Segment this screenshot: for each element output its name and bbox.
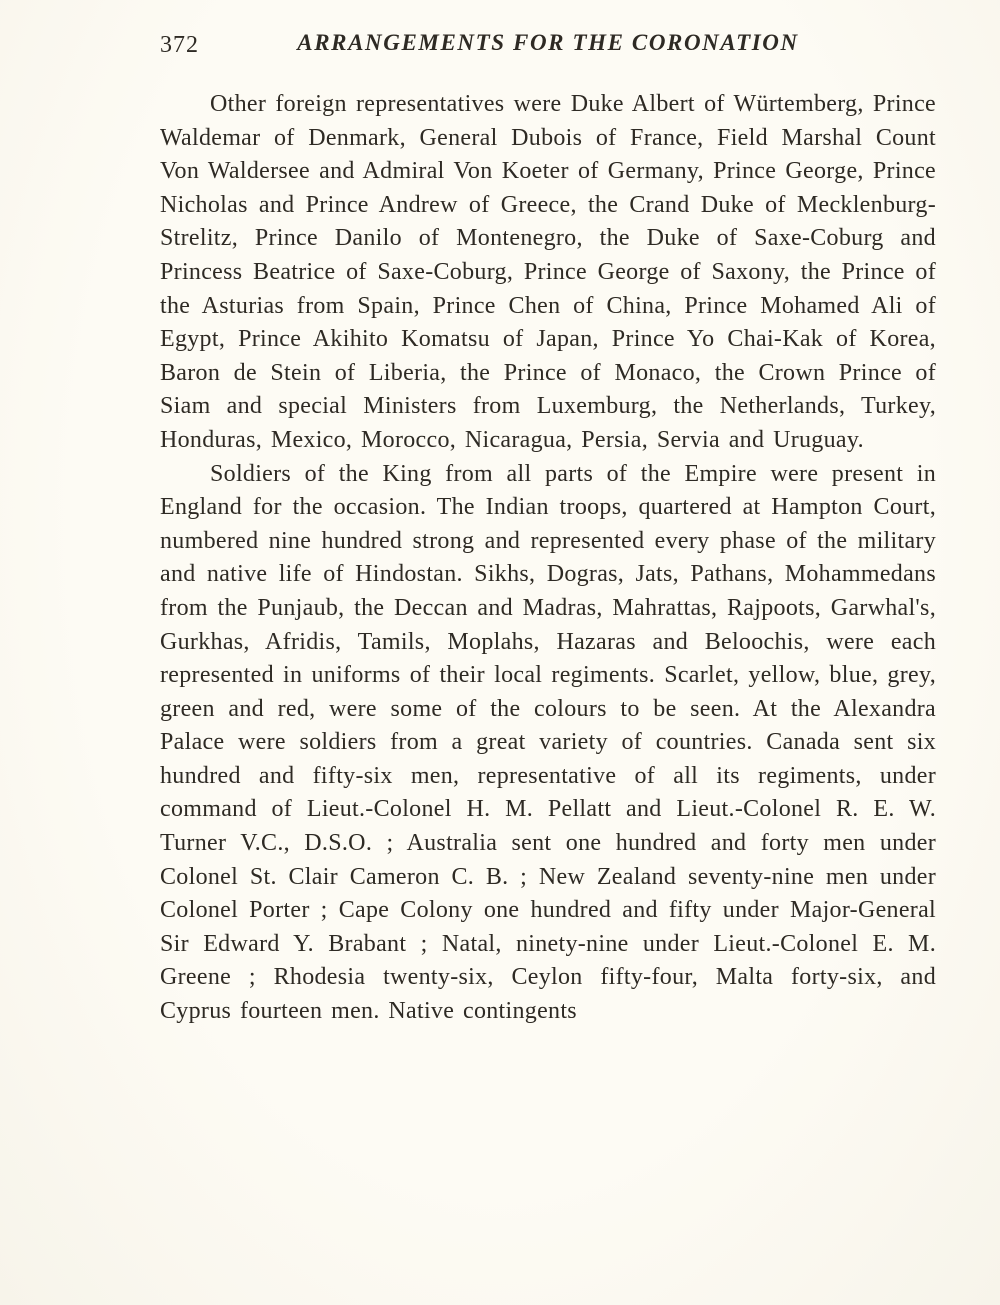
paragraph: Soldiers of the King from all parts of the Empire were present in England for the occasion. The Indian troops, quartered at Hampton Court, numbered nine hundred strong and represented every phase of the military and native life of Hindostan. Sikhs, Dogras, Jats, Pathans, Mohammedans from the Punjaub, the Deccan and Madras, Mahrattas, Rajpoots, Garwhal's, Gurkhas, Afridis, Tamils, Moplahs, Hazaras and Beloochis, were each represented in uniforms of their local regiments. Scarlet, yellow, blue, grey, green and red, were some of the colours to be seen. At the Alexandra Palace were soldiers from a great variety of countries. Canada sent six hundred and fifty-six men, representative of all its regiments, under command of Lieut.-Colonel H. M. Pellatt and Lieut.-Colonel R. E. W. Turner V.C., D.S.O. ; Australia sent one hundred and forty men under Colonel St. Clair Cameron C. B. ; New Zealand seventy-nine men under Colonel Porter ; Cape Colony one hundred and fifty under Major-General Sir Edward Y. Brabant ; Natal, ninety-nine under Lieut.-Colonel E. M. Greene ; Rhodesia twenty-six, Ceylon fifty-four, Malta forty-six, and Cyprus fourteen men. Native contingents (160, 460, 936, 1025)
body-text (160, 88, 936, 1029)
page-number: 372 (160, 32, 199, 58)
page-content (160, 26, 936, 1029)
page-header (160, 26, 936, 70)
running-title: ARRANGEMENTS FOR THE CORONATION (297, 30, 799, 55)
paragraph: Other foreign representatives were Duke Albert of Würtemberg, Prince Waldemar of Denmark, General Dubois of France, Field Marshal Count Von Waldersee and Admiral Von Koeter of Germany, Prince George, Prince Nicholas and Prince Andrew of Greece, the Crand Duke of Mecklenburg-Strelitz, Prince Danilo of Montenegro, the Duke of Saxe-Coburg and Princess Beatrice of Saxe-Coburg, Prince George of Saxony, the Prince of the Asturias from Spain, Prince Chen of China, Prince Mohamed Ali of Egypt, Prince Akihito Komatsu of Japan, Prince Yo Chai-Kak of Korea, Baron de Stein of Liberia, the Prince of Monaco, the Crown Prince of Siam and special Ministers from Luxemburg, the Netherlands, Turkey, Honduras, Mexico, Morocco, Nicaragua, Persia, Servia and Uruguay. (160, 91, 936, 453)
